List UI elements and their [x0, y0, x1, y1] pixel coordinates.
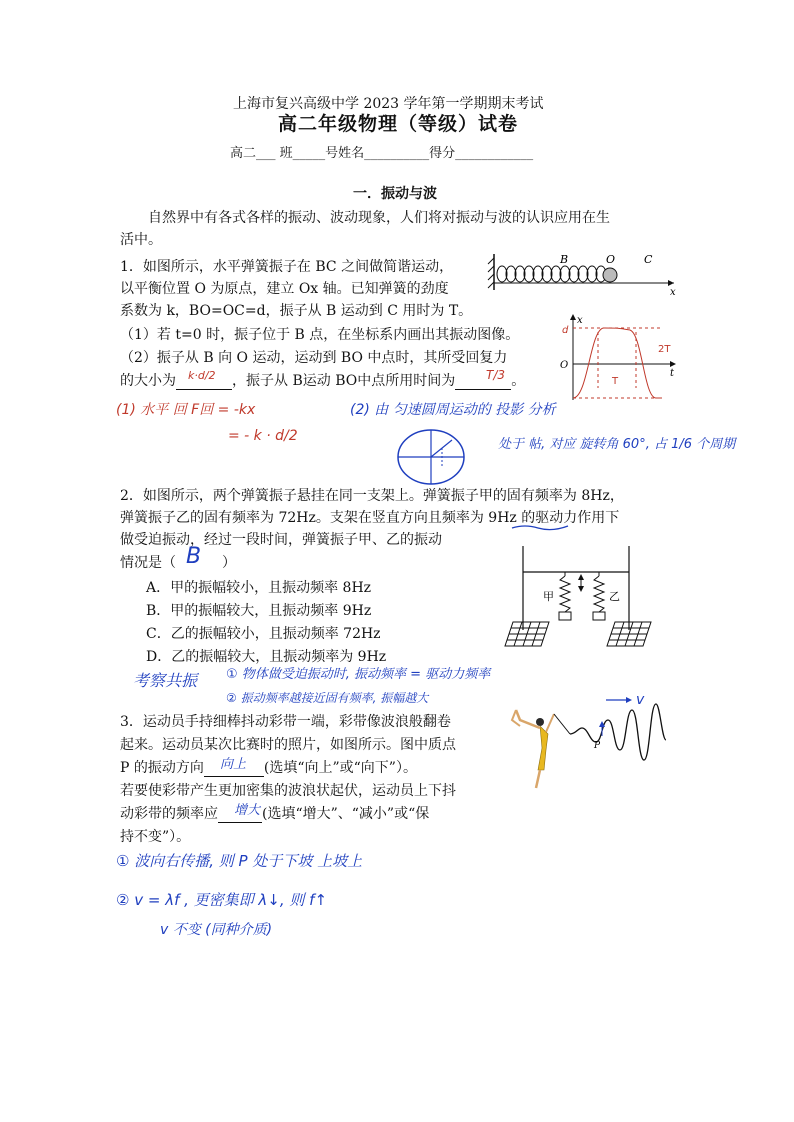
q1-hand-answer-time: T/3 [486, 368, 506, 382]
fig-label-B: B [560, 253, 569, 266]
q3-hand-answer-frequency: 增大 [234, 803, 261, 818]
q2-option-b: B．甲的振幅较大，且振动频率 9Hz [146, 603, 372, 619]
graph-label-O: O [560, 360, 569, 371]
q1-hand-note1-line2: = - k · d/2 [228, 428, 298, 444]
fig-label-P: P [594, 741, 601, 751]
q3-line5-b: (选填“增大”、“减小”或“保 [262, 806, 430, 822]
q1-sub2-text-b: ，振子从 B运动 BO中点所用时间为 [232, 373, 456, 389]
q2-option-c: C．乙的振幅较小，且振动频率 72Hz [146, 626, 381, 642]
q2-line4-b: ） [222, 555, 236, 571]
q1-sub2-text-a: 的大小为 [120, 373, 176, 389]
school-title: 上海市复兴高级中学 2023 学年第一学期期末考试 [233, 96, 544, 112]
q3-line3 [120, 760, 417, 777]
q2-line4-a: 情况是（ [120, 555, 176, 571]
q3-line4: 若要使彩带产生更加密集的波浪状起伏，运动员上下抖 [120, 783, 456, 799]
circle-sketch [396, 428, 468, 486]
q1-sub1: （1）若 t=0 时，振子位于 B 点，在坐标系内画出其振动图像。 [120, 327, 520, 343]
fig-label-x: x [670, 287, 676, 298]
graph-label-t: t [670, 368, 675, 379]
q1-sub2-line1: （2）振子从 B 向 O 运动，运动到 BO 中点时，其所受回复力 [120, 350, 508, 366]
q2-option-d: D．乙的振幅较大，且振动频率为 9Hz [146, 649, 387, 665]
spring-pair-figure [505, 542, 655, 650]
q2-hand-note3: ② 振动频率越接近固有频率, 振幅越大 [226, 691, 429, 705]
q2-hand-note1: 考察共振 [133, 671, 198, 690]
q2-line3: 做受迫振动，经过一段时间，弹簧振子甲、乙的振动 [120, 532, 442, 548]
fig-label-C: C [644, 253, 653, 266]
q3-line5-a: 动彩带的频率应 [120, 806, 218, 822]
q1-hand-note2: (2) 由 匀速圆周运动的 投影 分析 [350, 402, 556, 418]
q3-line6: 持不变”）。 [120, 829, 191, 845]
q2-line1: 2．如图所示，两个弹簧振子悬挂在同一支架上。弹簧振子甲的固有频率为 8Hz， [120, 488, 624, 504]
student-info-line: 高二___ 班_____号姓名__________得分____________ [230, 146, 534, 161]
q3-hand-answer-direction: 向上 [220, 757, 247, 772]
q3-hand-note3: v 不变 (同种介质) [160, 922, 273, 938]
q1-hand-note3: 处于 帖, 对应 旋转角 60°, 占 1/6 个周期 [498, 437, 736, 452]
graph-hand-T: T [612, 376, 619, 387]
q1-hand-note1-line1: (1) 水平 回 F回 = -kx [116, 402, 256, 418]
graph-label-x: x [577, 315, 583, 326]
fig-label-yi: 乙 [609, 590, 620, 603]
fig-label-jia: 甲 [543, 590, 554, 603]
vibration-graph [560, 312, 680, 402]
q2-hand-note2: ① 物体做受迫振动时, 振动频率 = 驱动力频率 [226, 667, 491, 682]
q3-line1: 3．运动员手持细棒抖动彩带一端，彩带像波浪般翻卷 [120, 714, 451, 730]
q3-line5 [120, 806, 429, 823]
q1-hand-answer-force: k·d/2 [188, 369, 216, 382]
q3-hand-note1: ① 波向右传播, 则 P 处于下坡 上坡上 [116, 852, 363, 870]
q1-line1: 1．如图所示，水平弹簧振子在 BC 之间做简谐运动， [120, 259, 454, 275]
spring-oscillator-figure [486, 252, 686, 297]
q3-line3-a: P 的振动方向 [120, 760, 204, 776]
q3-line3-b: (选填“向上”或“向下”）。 [263, 760, 417, 776]
q2-line4 [120, 555, 236, 572]
q1-sub2-line2 [120, 373, 525, 390]
exam-title: 高二年级物理（等级）试卷 [278, 113, 519, 135]
fig-label-O: O [606, 253, 616, 266]
graph-hand-2T: 2T [658, 344, 671, 355]
q2-option-a: A．甲的振幅较小，且振动频率 8Hz [146, 580, 372, 596]
q2-line2: 弹簧振子乙的固有频率为 72Hz。支架在竖直方向且频率为 9Hz 的驱动力作用下 [120, 510, 620, 526]
q1-line2: 以平衡位置 O 为原点，建立 Ox 轴。已知弹簧的劲度 [120, 281, 449, 297]
fig-hand-v: v [636, 692, 645, 708]
section-intro-line1: 自然界中有各式各样的振动、波动现象，人们将对振动与波的认识应用在生 [148, 210, 610, 226]
q2-hand-answer: B [186, 544, 202, 569]
q1-line3: 系数为 k，BO=OC=d，振子从 B 运动到 C 用时为 T。 [120, 303, 473, 319]
ribbon-dancer-figure [510, 690, 680, 790]
section-intro-line2: 活中。 [120, 232, 162, 248]
q3-hand-note2: ② v = λf , 更密集即 λ↓, 则 f↑ [116, 891, 328, 909]
q1-sub2-text-c: 。 [511, 373, 526, 389]
q2-hand-underline [510, 522, 570, 534]
section-heading: 一．振动与波 [353, 186, 437, 202]
graph-hand-d: d [562, 325, 569, 336]
q3-line2: 起来。运动员某次比赛时的照片，如图所示。图中质点 [120, 737, 456, 753]
